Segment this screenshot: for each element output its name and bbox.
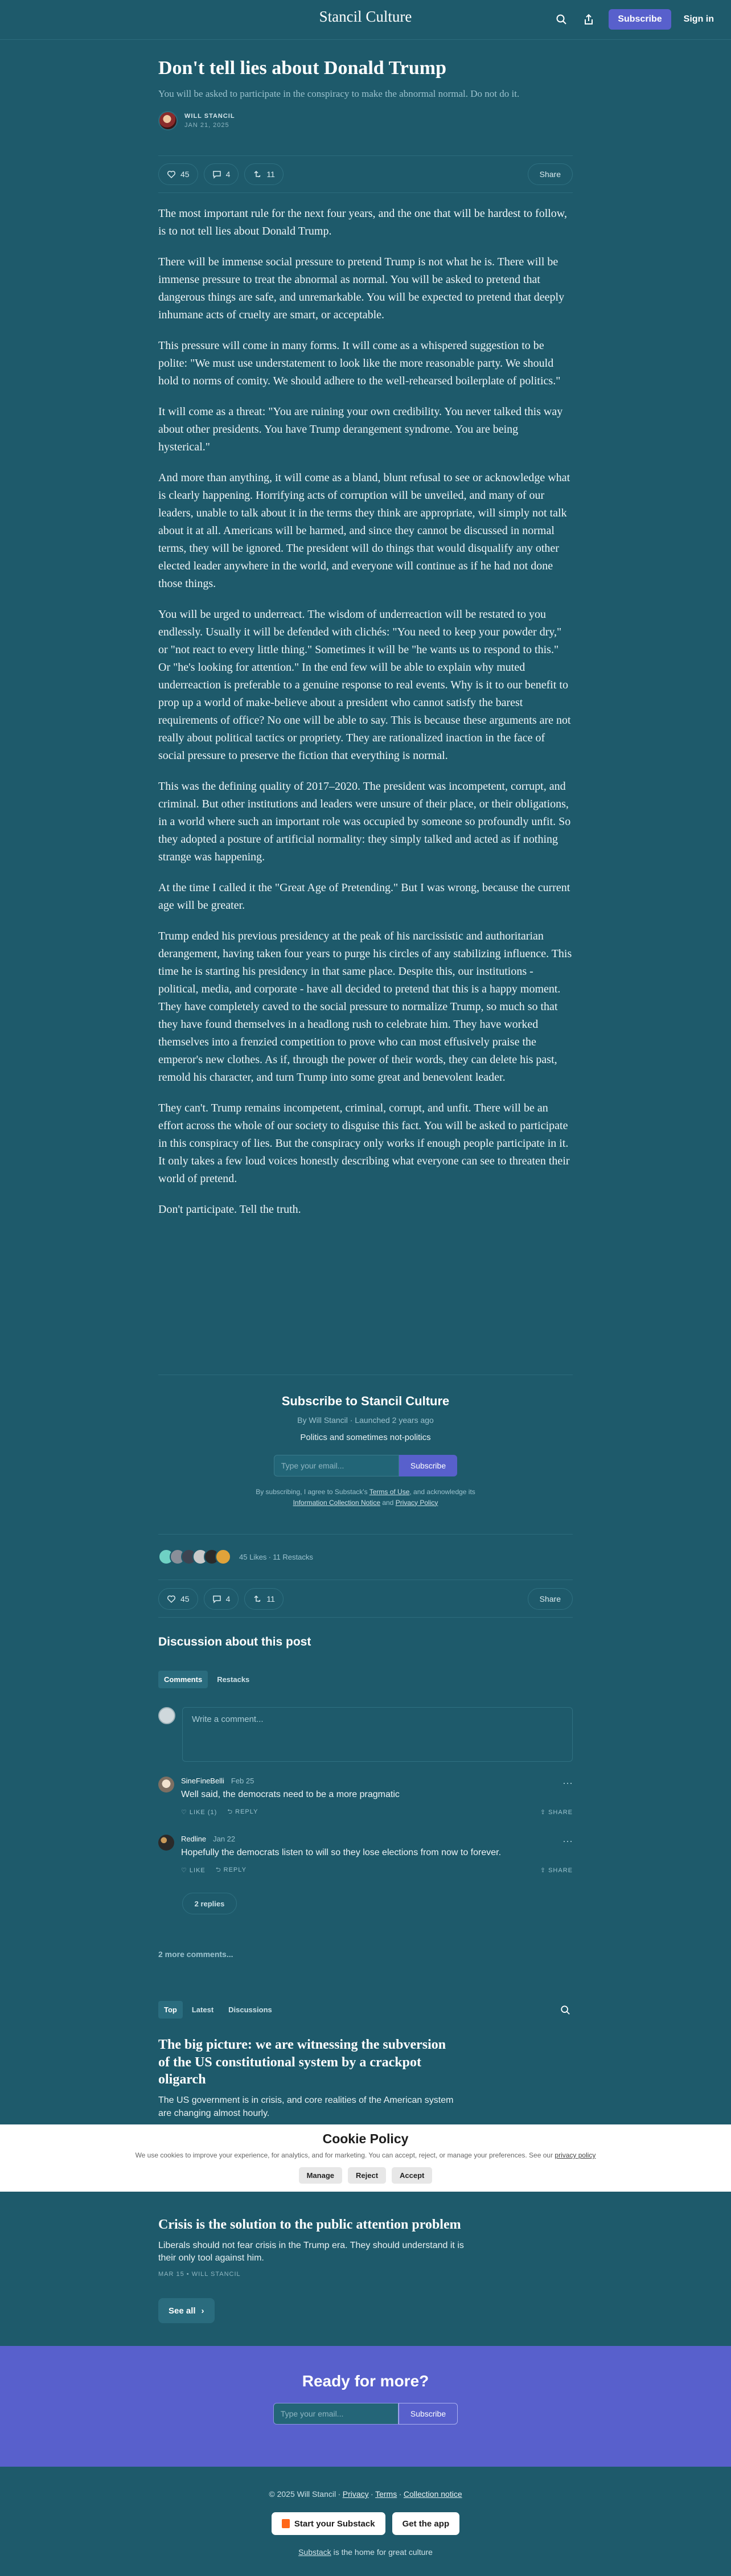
avatar[interactable] <box>158 1835 174 1851</box>
cookie-manage-button[interactable]: Manage <box>299 2167 342 2184</box>
comment-reply-button[interactable]: ⮌ REPLY <box>215 1867 247 1873</box>
email-input[interactable]: Type your email... <box>273 2403 399 2425</box>
paragraph: And more than anything, it will come as a bland, blunt refusal to see or acknowledge what is clearly happening. Horrifying acts of corruption will be unveiled, and many of our leaders, unable to talk about it in the terms they think are appropriate, will simply not talk about it at all. Americans will be harmed, and since they cannot be discussed in normal terms, they will be ignored. The president will do things that would disqualify any other elected leader anywhere in the world, and everyone will continue as if he had not done those things. <box>158 471 570 590</box>
comment-like-button[interactable]: ♡ LIKE (1) <box>181 1809 217 1816</box>
archive-post[interactable] <box>158 2036 573 2132</box>
separator: ∙ <box>397 2489 404 2499</box>
post-subtitle: The US government is in crisis, and core realities of the American system are changing almost hourly. <box>158 2095 454 2118</box>
post-action-bar-bottom <box>158 1580 573 1618</box>
paragraph: It will come as a threat: "You are ruining your own credibility. You never talked this way about other presidents. You have Trump derangement syndrome. You are being hysterical." <box>158 405 563 453</box>
footer-terms-link[interactable]: Terms <box>375 2489 397 2499</box>
archive-post[interactable] <box>158 2216 573 2278</box>
like-label: LIKE (1) <box>189 1809 217 1816</box>
author-name[interactable]: WILL STANCIL <box>184 113 235 120</box>
tab-restacks[interactable]: Restacks <box>217 1675 250 1684</box>
comment-like-button[interactable]: ♡ LIKE <box>181 1867 206 1874</box>
site-title[interactable]: Stancil Culture <box>319 8 412 25</box>
divider <box>158 1534 573 1535</box>
article-title: Don't tell lies about Donald Trump <box>158 58 446 79</box>
more-options-icon[interactable]: ⋯ <box>562 1778 573 1789</box>
reply-label: REPLY <box>223 1867 247 1873</box>
footer-tagline <box>0 2548 731 2557</box>
subscribe-button[interactable]: Subscribe <box>609 9 671 30</box>
comment-author[interactable]: Redline <box>181 1835 207 1843</box>
footer-privacy-link[interactable]: Privacy <box>342 2489 369 2499</box>
paragraph: At the time I called it the "Great Age of Pretending." But I was wrong, because the current age will be greater. <box>158 881 570 912</box>
like-button[interactable] <box>158 163 198 185</box>
comment <box>158 1777 573 1818</box>
legal-text: , and acknowledge its <box>409 1488 475 1496</box>
privacy-link[interactable]: Privacy Policy <box>395 1498 438 1507</box>
comment-date[interactable]: Feb 25 <box>231 1777 254 1785</box>
comment <box>158 1835 573 1876</box>
search-icon[interactable] <box>558 2003 573 2017</box>
avatar[interactable] <box>158 1777 174 1792</box>
discussion-section <box>158 1635 573 1649</box>
post-subtitle: Liberals should not fear crisis in the Trump era. They should understand it is their only tool against him. <box>158 2240 464 2263</box>
article-header <box>158 57 573 130</box>
comment-author[interactable]: SineFineBelli <box>181 1777 224 1785</box>
sign-in-button[interactable]: Sign in <box>683 14 714 24</box>
like-count: 45 <box>180 170 190 179</box>
cookie-reject-button[interactable]: Reject <box>348 2167 386 2184</box>
likes-summary[interactable] <box>158 1535 573 1578</box>
restack-icon <box>253 170 262 179</box>
paragraph: Don't participate. Tell the truth. <box>158 1203 301 1216</box>
tab-comments[interactable]: Comments <box>158 1671 208 1688</box>
subscribe-legal <box>158 1487 573 1508</box>
chevron-right-icon: › <box>201 2306 204 2316</box>
author-avatar[interactable] <box>158 111 178 130</box>
cookie-body: We use cookies to improve your experience, for analytics, and for marketing. You can accept, reject, or manage your preferences. See our <box>135 2151 555 2159</box>
reply-label: REPLY <box>235 1808 258 1815</box>
subscribe-submit-button[interactable]: Subscribe <box>399 1455 457 1476</box>
show-replies-button[interactable]: 2 replies <box>182 1893 237 1914</box>
restack-button[interactable] <box>244 1588 284 1610</box>
ready-title: Ready for more? <box>302 2372 429 2390</box>
cookie-accept-button[interactable]: Accept <box>392 2167 432 2184</box>
legal-text: By subscribing, I agree to Substack's <box>256 1488 369 1496</box>
post-meta: MAR 15 • WILL STANCIL <box>158 2270 241 2278</box>
publication-tagline: Politics and sometimes not-politics <box>300 1433 431 1442</box>
paragraph: The most important rule for the next four years, and the one that will be hardest to follow, is to not tell lies about Donald Trump. <box>158 207 567 237</box>
cookie-title: Cookie Policy <box>322 2131 409 2146</box>
share-button[interactable]: Share <box>528 163 573 185</box>
like-button[interactable] <box>158 1588 198 1610</box>
like-label: LIKE <box>189 1867 206 1874</box>
paragraph: This was the defining quality of 2017–2020. The president was incompetent, corrupt, and criminal. But other institutions and leaders were unsure of their place, or their obligations, in a world where such an important role was occupied by someone so profoundly unfit. So they adopted a posture of artificial normality: they simply talked and acted as if nothing strange was happening. <box>158 780 571 863</box>
byline <box>158 111 573 130</box>
tab-latest[interactable]: Latest <box>191 2005 214 2014</box>
top-navbar <box>0 0 731 40</box>
search-icon[interactable] <box>554 12 569 27</box>
archive-tabs-bar <box>158 2001 573 2019</box>
discussion-tabs <box>158 1671 573 1688</box>
more-options-icon[interactable]: ⋯ <box>562 1836 573 1847</box>
comment-count: 4 <box>225 1594 231 1603</box>
comment-text: Well said, the democrats need to be a more pragmatic <box>181 1790 400 1799</box>
share-button[interactable]: Share <box>528 1588 573 1610</box>
comment-date[interactable]: Jan 22 <box>213 1835 236 1843</box>
footer <box>0 2467 731 2576</box>
footer-collection-link[interactable]: Collection notice <box>403 2489 462 2499</box>
start-substack-button[interactable] <box>272 2512 385 2535</box>
comment-input[interactable]: Write a comment... <box>182 1707 573 1762</box>
get-app-button[interactable]: Get the app <box>392 2512 460 2535</box>
copyright: © 2025 Will Stancil ∙ <box>269 2489 343 2499</box>
post-action-bar <box>158 155 573 193</box>
separator: ∙ <box>368 2489 376 2499</box>
email-input[interactable]: Type your email... <box>274 1455 399 1476</box>
restack-icon <box>253 1594 262 1603</box>
comment-reply-button[interactable]: ⮌ REPLY <box>227 1808 258 1815</box>
subscribe-widget <box>158 1394 573 1508</box>
cookie-text <box>0 2151 731 2159</box>
comment-icon <box>212 1594 221 1603</box>
discussion-title: Discussion about this post <box>158 1635 311 1648</box>
heart-icon <box>167 1594 176 1603</box>
avatar <box>158 1707 175 1724</box>
paragraph: There will be immense social pressure to pretend Trump is not what he is. There will be immense pressure to treat the abnormal as normal. You will be asked to pretend that dangerous things are safe, and unremarkable. You will be expected to pretend that deeply inhumane acts of cruelty are smart, or acceptable. <box>158 256 565 321</box>
tagline-text: is the home for great culture <box>331 2548 433 2557</box>
ready-subscribe-form <box>0 2403 731 2425</box>
tab-top[interactable]: Top <box>158 2001 183 2019</box>
comment-share-button[interactable]: ⇪ SHARE <box>540 1809 573 1816</box>
heart-icon <box>167 170 176 179</box>
restack-button[interactable] <box>244 163 284 185</box>
paragraph: You will be urged to underreact. The wisdom of underreaction will be restated to you endlessly. Usually it will be defended with clichés: "You need to keep your powder dry," or "not react to every little thing." Sometimes it will be "he wants us to respond to this." Or "he's looking for attention." In the end few will be able to explain why muted underreaction is preferable to a genuine response to real events. Why is it to our benefit to prop up a world of make-believe about a president who cannot satisfy the barest requirements of office? No one will be able to say. This is because these arguments are not really about political tactics or propriety. They are rationalized inaction in the face of social pressure to preserve the fiction that everything is normal. <box>158 608 571 762</box>
see-all-wrap <box>158 2298 573 2323</box>
subscribe-title: Subscribe to Stancil Culture <box>281 1394 450 1408</box>
privacy-policy-link[interactable]: privacy policy <box>555 2151 596 2159</box>
comment-button[interactable] <box>204 163 239 185</box>
post-date: JAN 21, 2025 <box>184 122 229 129</box>
like-count: 45 <box>180 1594 190 1603</box>
share-label: SHARE <box>548 1867 573 1874</box>
post-title[interactable]: The big picture: we are witnessing the subversion of the US constitutional system by a crackpot oligarch <box>158 2037 446 2087</box>
subscribe-submit-button[interactable]: Subscribe <box>399 2403 458 2425</box>
subscribe-meta: By Will Stancil · Launched 2 years ago <box>297 1416 434 1425</box>
cookie-banner <box>0 2124 731 2192</box>
subscribe-form <box>158 1455 573 1476</box>
article-subtitle: You will be asked to participate in the conspiracy to make the abnormal normal. Do not do it. <box>158 88 520 99</box>
legal-text: and <box>380 1498 396 1507</box>
paragraph: They can't. Trump remains incompetent, criminal, corrupt, and unfit. There will be an effort across the whole of our society to disguise this fact. You will be asked to participate in this conspiracy of lies. But the conspiracy only works if enough people participate in it. It only takes a few loud voices honestly describing what everyone can see to threaten their world of pretend. <box>158 1102 570 1185</box>
comment-composer <box>158 1707 573 1762</box>
paragraph: Trump ended his previous presidency at the peak of his narcissistic and authoritarian derangement, having taken four years to purge his circles of any stabilizing influence. This time he is starting his presidency in that same place. Despite this, our institutions - political, media, and corporate - have all decided to pretend that this is a happy moment. They have completely caved to the social pressure to normalize Trump, so much so that they have found themselves in a headlong rush to celebrate him. They have worked themselves into a frenzied competition to prove who can most effusively praise the emperor's new clothes. As if, through the power of their words, they can delete his past, remold his character, and turn Trump into some great and benevolent leader. <box>158 930 572 1084</box>
share-icon[interactable] <box>581 12 596 27</box>
avatar <box>215 1549 231 1565</box>
comment-button[interactable] <box>204 1588 239 1610</box>
comment-text: Hopefully the democrats listen to will so they lose elections from now to forever. <box>181 1848 502 1857</box>
article-body <box>158 205 573 1232</box>
footer-links <box>0 2489 731 2499</box>
see-all-button[interactable] <box>158 2298 215 2323</box>
likes-restacks-text[interactable]: 45 Likes ∙ 11 Restacks <box>239 1552 313 1561</box>
share-label: SHARE <box>548 1809 573 1816</box>
more-comments-link[interactable]: 2 more comments... <box>158 1950 233 1959</box>
ready-for-more-section <box>0 2346 731 2467</box>
liker-avatars <box>158 1549 231 1565</box>
tab-discussions[interactable]: Discussions <box>228 2005 272 2014</box>
header-actions <box>554 9 714 30</box>
replies-wrap <box>158 1893 573 1914</box>
notice-link[interactable]: Information Collection Notice <box>293 1498 380 1507</box>
substack-link[interactable]: Substack <box>298 2548 331 2557</box>
paragraph: This pressure will come in many forms. It will come as a whispered suggestion to be polite: "We must use understatement to look like the more reasonable party. We should hold to norms of comity. We should adhere to the well-rehearsed boilerplate of politics." <box>158 339 561 387</box>
substack-logo-icon <box>282 2519 290 2528</box>
comment-count: 4 <box>225 170 231 179</box>
terms-link[interactable]: Terms of Use <box>369 1488 410 1496</box>
comment-share-button[interactable]: ⇪ SHARE <box>540 1867 573 1874</box>
start-label: Start your Substack <box>294 2518 375 2529</box>
comment-icon <box>212 170 221 179</box>
post-title[interactable]: Crisis is the solution to the public attention problem <box>158 2217 461 2232</box>
restack-count: 11 <box>266 170 275 179</box>
see-all-label: See all <box>169 2306 196 2316</box>
restack-count: 11 <box>266 1594 275 1603</box>
